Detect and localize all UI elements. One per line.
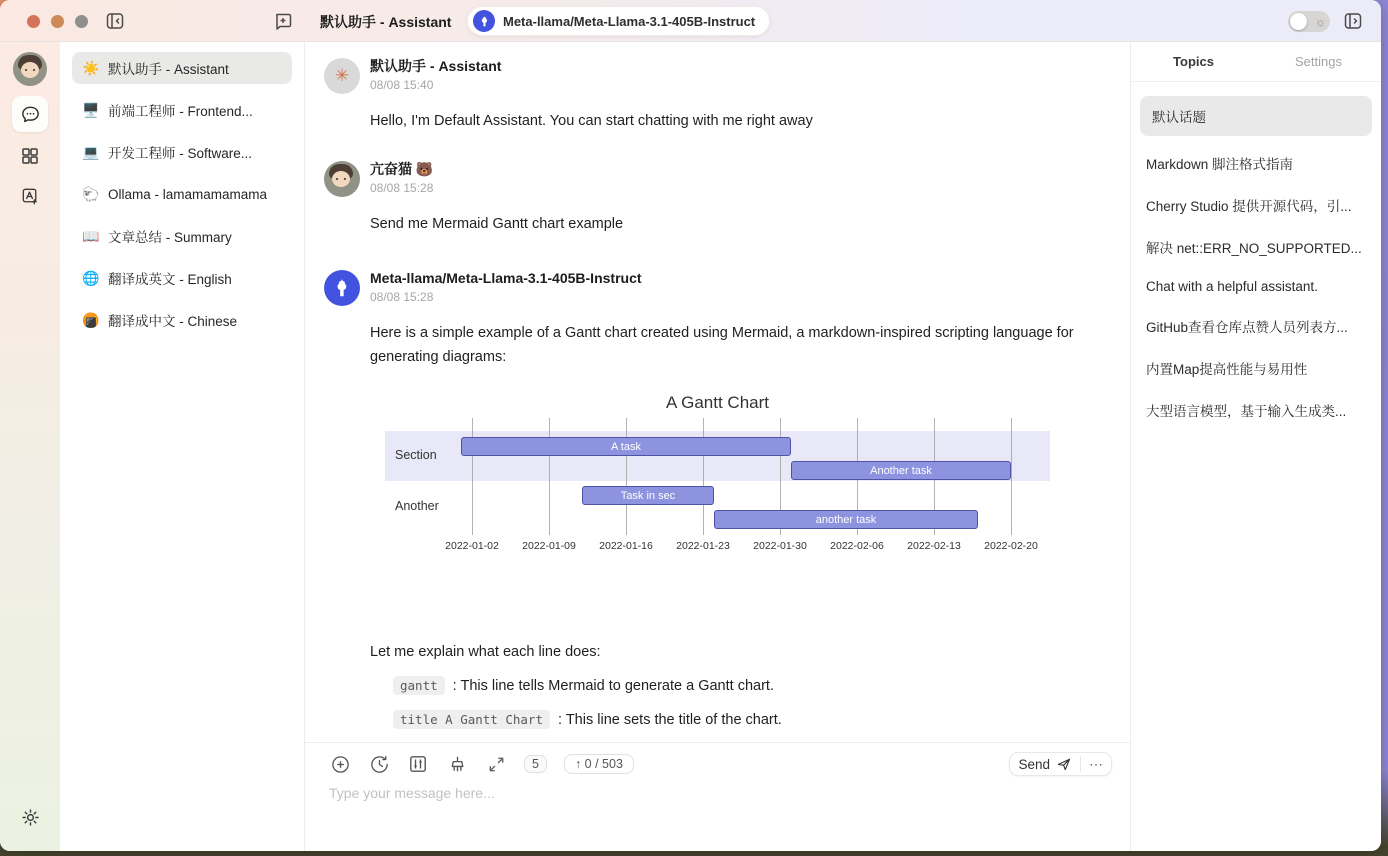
gantt-gridline xyxy=(549,418,550,535)
gantt-title: A Gantt Chart xyxy=(666,393,769,412)
gantt-axis-tick-label: 2022-01-30 xyxy=(753,540,807,552)
send-button-group xyxy=(1009,752,1112,776)
minimize-window-button[interactable] xyxy=(51,15,64,28)
assistants-sidebar xyxy=(60,42,305,851)
input-toolbar xyxy=(305,743,1130,776)
gantt-axis-tick-label: 2022-01-02 xyxy=(445,540,499,552)
user-avatar xyxy=(324,161,360,197)
assistant-label: 翻译成中文 - Chinese xyxy=(108,314,238,329)
user-avatar[interactable] xyxy=(13,52,47,86)
message-timestamp: 08/08 15:40 xyxy=(370,78,434,92)
titlebar xyxy=(0,0,1381,42)
model-settings-sliders-icon[interactable] xyxy=(407,753,429,775)
right-panel xyxy=(1130,42,1381,851)
token-counter: ↑ 0 / 503 xyxy=(564,754,634,774)
sidebar-assistant-item[interactable] xyxy=(72,52,292,84)
assistant-label: 翻译成英文 - English xyxy=(108,272,232,287)
gantt-axis-tick-label: 2022-02-13 xyxy=(907,540,961,552)
llama-avatar xyxy=(324,270,360,306)
inline-code: title A Gantt Chart xyxy=(393,710,550,729)
sidebar-assistant-item[interactable] xyxy=(72,220,292,252)
gantt-axis-tick-label: 2022-01-09 xyxy=(522,540,576,552)
explain-intro-text: Let me explain what each line does: xyxy=(370,644,601,660)
assistant-emoji-icon: 🐑 xyxy=(82,185,100,202)
message-author: Meta-llama/Meta-Llama-3.1-405B-Instruct xyxy=(370,270,642,286)
gantt-gridline xyxy=(472,418,473,535)
message-text: Here is a simple example of a Gantt chart created using Mermaid, a markdown-inspired scripting language for generating diagrams: xyxy=(370,325,1074,365)
explain-text: : This line tells Mermaid to generate a Gantt chart. xyxy=(448,678,774,694)
assistant-emoji-icon: 💻 xyxy=(82,143,100,160)
message-input[interactable] xyxy=(329,785,1089,841)
sun-icon: ☼ xyxy=(1315,14,1326,29)
message-input-bar xyxy=(305,742,1130,851)
explain-list xyxy=(305,675,1130,742)
sidebar-assistant-item[interactable] xyxy=(72,136,292,168)
topic-item[interactable]: 大型语言模型，基于输入生成类... xyxy=(1146,404,1347,419)
rail-apps-grid-icon[interactable] xyxy=(12,138,48,174)
history-clock-icon[interactable] xyxy=(368,753,390,775)
rail-chat-icon[interactable] xyxy=(12,96,48,132)
explain-item xyxy=(393,709,1130,731)
explain-text: : This line sets the title of the chart. xyxy=(554,712,782,728)
inline-code: gantt xyxy=(393,676,445,695)
collapse-left-panel-icon[interactable] xyxy=(103,9,127,33)
assistant-emoji-icon: 📖 xyxy=(82,227,100,244)
expand-fullscreen-icon[interactable] xyxy=(485,753,507,775)
zoom-window-button[interactable] xyxy=(75,15,88,28)
divider xyxy=(1080,756,1081,772)
expand-right-panel-icon[interactable] xyxy=(1341,9,1365,33)
gantt-chart xyxy=(385,393,1050,561)
tab-settings[interactable]: Settings xyxy=(1295,54,1342,69)
send-button[interactable] xyxy=(1018,756,1072,772)
assistant-emoji-icon: ☀️ xyxy=(82,59,100,76)
gantt-axis-tick-label: 2022-02-20 xyxy=(984,540,1038,552)
chat-column xyxy=(305,42,1130,851)
topic-item[interactable]: GitHub查看仓库点赞人员列表方... xyxy=(1146,320,1348,335)
gantt-task-bar: Task in sec xyxy=(582,486,714,505)
assistant-emoji-icon: 🖥️ xyxy=(82,101,100,118)
topic-item[interactable]: Cherry Studio 提供开源代码，引... xyxy=(1146,199,1352,214)
gantt-task-bar: Another task xyxy=(791,461,1011,480)
gantt-section-label: Section xyxy=(395,448,437,462)
send-plane-icon xyxy=(1056,756,1072,772)
context-count-badge[interactable]: 5 xyxy=(524,755,547,773)
topic-item[interactable]: 解决 net::ERR_NO_SUPPORTED... xyxy=(1146,241,1362,256)
left-rail xyxy=(0,42,60,851)
assistant-label: 文章总结 - Summary xyxy=(108,230,232,245)
gantt-axis-tick-label: 2022-01-16 xyxy=(599,540,653,552)
attach-plus-circle-icon[interactable] xyxy=(329,753,351,775)
messages-scroll-area[interactable] xyxy=(305,42,1130,742)
right-panel-tabs xyxy=(1131,42,1381,82)
assistant-label: 开发工程师 - Software... xyxy=(108,146,253,161)
message-timestamp: 08/08 15:28 xyxy=(370,181,434,195)
llama-icon xyxy=(473,10,495,32)
gantt-gridline xyxy=(1011,418,1012,535)
assistant-emoji-icon: 🌐 xyxy=(82,269,100,286)
message-text: Send me Mermaid Gantt chart example xyxy=(370,216,624,232)
gantt-gridline xyxy=(626,418,627,535)
tab-topics[interactable]: Topics xyxy=(1173,54,1214,69)
titlebar-assistant-title: 默认助手 - Assistant xyxy=(320,14,452,30)
topic-item[interactable]: 内置Map提高性能与易用性 xyxy=(1146,362,1308,377)
new-chat-icon[interactable] xyxy=(271,9,295,33)
assistant-label: Ollama - lamamamamama xyxy=(108,186,268,202)
settings-gear-icon[interactable] xyxy=(12,799,48,835)
topic-item[interactable]: Markdown 脚注格式指南 xyxy=(1146,157,1294,172)
gantt-section-label: Another xyxy=(395,499,439,513)
close-window-button[interactable] xyxy=(27,15,40,28)
send-label: Send xyxy=(1018,756,1050,772)
sidebar-assistant-item[interactable] xyxy=(72,178,292,210)
assistant-label: 默认助手 - Assistant xyxy=(108,62,229,77)
gantt-gridline xyxy=(703,418,704,535)
rail-translate-icon[interactable] xyxy=(12,178,48,214)
message-user-request xyxy=(305,159,1130,236)
sidebar-assistant-item[interactable] xyxy=(72,94,292,126)
message-timestamp: 08/08 15:28 xyxy=(370,290,434,304)
gantt-task-bar: A task xyxy=(461,437,791,456)
assistant-avatar: ✳ xyxy=(324,58,360,94)
message-text: Hello, I'm Default Assistant. You can start chatting with me right away xyxy=(370,113,813,129)
clear-broom-icon[interactable] xyxy=(446,753,468,775)
model-selector-pill[interactable] xyxy=(467,6,770,36)
sidebar-assistant-item[interactable] xyxy=(72,262,292,294)
topic-item[interactable]: Chat with a helpful assistant. xyxy=(1146,279,1318,294)
gantt-axis-tick-label: 2022-01-23 xyxy=(676,540,730,552)
theme-toggle[interactable] xyxy=(1288,11,1330,32)
message-author: 默认助手 - Assistant xyxy=(370,58,502,74)
model-pill-label: Meta-llama/Meta-Llama-3.1-405B-Instruct xyxy=(503,13,756,29)
sidebar-assistant-item[interactable] xyxy=(72,304,292,336)
toggle-knob xyxy=(1290,13,1307,30)
topics-list xyxy=(1131,82,1381,445)
topic-item[interactable]: 默认话题 xyxy=(1140,96,1372,136)
assistant-emoji-icon: 🍘 xyxy=(82,311,100,328)
message-author: 亢奋猫 🐻 xyxy=(370,161,434,177)
more-options-button[interactable]: ⋯ xyxy=(1089,756,1103,772)
main-area xyxy=(0,42,1381,851)
message-assistant-greeting xyxy=(305,56,1130,133)
assistant-label: 前端工程师 - Frontend... xyxy=(108,104,253,119)
gantt-axis-tick-label: 2022-02-06 xyxy=(830,540,884,552)
explain-item xyxy=(393,675,1130,697)
message-llama-response xyxy=(305,268,1130,369)
gantt-task-bar: another task xyxy=(714,510,978,529)
